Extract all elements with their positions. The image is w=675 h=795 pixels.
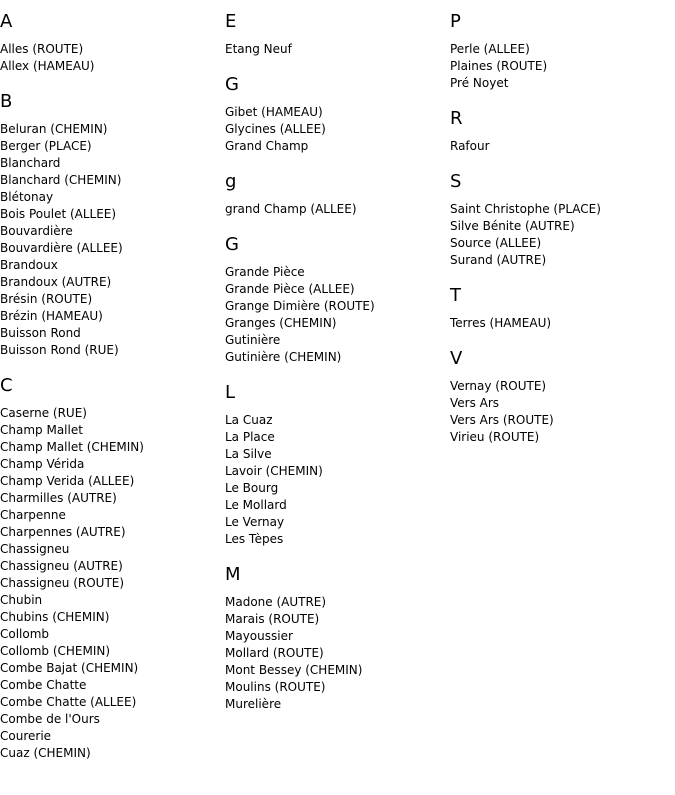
street-entry: Berger (PLACE) bbox=[0, 139, 92, 153]
street-entry: Champ Mallet (CHEMIN) bbox=[0, 440, 144, 454]
street-entry: Grande Pièce bbox=[225, 265, 305, 279]
letter-group bbox=[225, 11, 445, 58]
street-entry: Combe Chatte (ALLEE) bbox=[0, 695, 137, 709]
street-entry: Vers Ars (ROUTE) bbox=[450, 413, 554, 427]
letter-heading: E bbox=[225, 11, 237, 32]
street-entry: Brandoux (AUTRE) bbox=[0, 275, 112, 289]
street-list bbox=[225, 201, 445, 218]
street-entry: Buisson Rond (RUE) bbox=[0, 343, 119, 357]
street-list bbox=[450, 378, 670, 446]
street-entry: La Place bbox=[225, 430, 275, 444]
street-entry: Mont Bessey (CHEMIN) bbox=[225, 663, 363, 677]
street-entry: Gibet (HAMEAU) bbox=[225, 105, 323, 119]
street-list bbox=[0, 41, 220, 75]
street-entry: Vers Ars bbox=[450, 396, 500, 410]
street-list bbox=[450, 138, 670, 155]
street-list bbox=[225, 41, 445, 58]
letter-group bbox=[450, 171, 670, 269]
letter-heading: S bbox=[450, 171, 462, 192]
street-entry: Marais (ROUTE) bbox=[225, 612, 320, 626]
letter-group bbox=[450, 285, 670, 332]
street-entry: Chassigneu (ROUTE) bbox=[0, 576, 125, 590]
street-entry: Rafour bbox=[450, 139, 490, 153]
street-entry: Chubin bbox=[0, 593, 43, 607]
letter-group bbox=[450, 108, 670, 155]
street-entry: Les Tèpes bbox=[225, 532, 284, 546]
street-list bbox=[225, 264, 445, 366]
street-entry: Granges (CHEMIN) bbox=[225, 316, 337, 330]
street-entry: La Cuaz bbox=[225, 413, 273, 427]
letter-group bbox=[0, 11, 220, 75]
street-entry: Glycines (ALLEE) bbox=[225, 122, 326, 136]
street-entry: Combe Bajat (CHEMIN) bbox=[0, 661, 139, 675]
street-entry: Courerie bbox=[0, 729, 52, 743]
letter-heading: P bbox=[450, 11, 461, 32]
street-entry: Blétonay bbox=[0, 190, 54, 204]
street-entry: Surand (AUTRE) bbox=[450, 253, 547, 267]
street-entry: Mayoussier bbox=[225, 629, 293, 643]
street-entry: Madone (AUTRE) bbox=[225, 595, 327, 609]
street-list bbox=[450, 41, 670, 92]
street-entry: Champ Verida (ALLEE) bbox=[0, 474, 135, 488]
street-entry: Grange Dimière (ROUTE) bbox=[225, 299, 375, 313]
street-list bbox=[450, 315, 670, 332]
street-entry: grand Champ (ALLEE) bbox=[225, 202, 357, 216]
street-entry: Terres (HAMEAU) bbox=[450, 316, 552, 330]
street-entry: Brézin (HAMEAU) bbox=[0, 309, 103, 323]
street-entry: Allex (HAMEAU) bbox=[0, 59, 95, 73]
letter-heading: C bbox=[0, 375, 13, 396]
street-list bbox=[0, 121, 220, 359]
letter-group bbox=[225, 74, 445, 155]
letter-heading: B bbox=[0, 91, 13, 112]
street-entry: Etang Neuf bbox=[225, 42, 292, 56]
street-entry: Plaines (ROUTE) bbox=[450, 59, 548, 73]
letter-group bbox=[225, 382, 445, 548]
street-entry: Combe de l'Ours bbox=[0, 712, 100, 726]
street-entry: Pré Noyet bbox=[450, 76, 509, 90]
street-entry: Charpenne bbox=[0, 508, 66, 522]
street-list bbox=[225, 594, 445, 713]
street-entry: Caserne (RUE) bbox=[0, 406, 87, 420]
letter-heading: R bbox=[450, 108, 463, 129]
street-entry: Blanchard (CHEMIN) bbox=[0, 173, 122, 187]
street-entry: Virieu (ROUTE) bbox=[450, 430, 540, 444]
street-entry: Bouvardière bbox=[0, 224, 73, 238]
street-entry: Grande Pièce (ALLEE) bbox=[225, 282, 355, 296]
street-entry: Perle (ALLEE) bbox=[450, 42, 530, 56]
letter-group bbox=[0, 375, 220, 762]
letter-group bbox=[225, 171, 445, 218]
street-list bbox=[225, 412, 445, 548]
street-entry: Charmilles (AUTRE) bbox=[0, 491, 117, 505]
street-entry: Le Mollard bbox=[225, 498, 287, 512]
letter-group bbox=[450, 348, 670, 446]
letter-heading: g bbox=[225, 171, 237, 192]
street-entry: Le Bourg bbox=[225, 481, 279, 495]
letter-heading: V bbox=[450, 348, 463, 369]
street-entry: Silve Bénite (AUTRE) bbox=[450, 219, 575, 233]
street-entry: Alles (ROUTE) bbox=[0, 42, 84, 56]
street-entry: Blanchard bbox=[0, 156, 61, 170]
street-entry: Charpennes (AUTRE) bbox=[0, 525, 126, 539]
street-entry: Murelière bbox=[225, 697, 282, 711]
street-entry: Le Vernay bbox=[225, 515, 285, 529]
street-entry: Combe Chatte bbox=[0, 678, 87, 692]
letter-heading: T bbox=[450, 285, 461, 306]
street-list bbox=[225, 104, 445, 155]
street-entry: Source (ALLEE) bbox=[450, 236, 542, 250]
street-entry: Bois Poulet (ALLEE) bbox=[0, 207, 117, 221]
index-column-2 bbox=[225, 0, 445, 729]
letter-heading: G bbox=[225, 74, 239, 95]
street-entry: Bouvardière (ALLEE) bbox=[0, 241, 123, 255]
street-entry: Collomb bbox=[0, 627, 50, 641]
street-entry: Gutinière bbox=[225, 333, 281, 347]
letter-heading: G bbox=[225, 234, 239, 255]
street-entry: Grand Champ bbox=[225, 139, 309, 153]
street-entry: Champ Mallet bbox=[0, 423, 83, 437]
letter-group bbox=[225, 234, 445, 366]
street-entry: Chassigneu (AUTRE) bbox=[0, 559, 123, 573]
letter-group bbox=[225, 564, 445, 713]
street-entry: Moulins (ROUTE) bbox=[225, 680, 326, 694]
street-entry: Chassigneu bbox=[0, 542, 70, 556]
street-entry: Mollard (ROUTE) bbox=[225, 646, 324, 660]
street-entry: Cuaz (CHEMIN) bbox=[0, 746, 91, 760]
letter-heading: A bbox=[0, 11, 13, 32]
street-entry: Saint Christophe (PLACE) bbox=[450, 202, 601, 216]
index-column-3 bbox=[450, 0, 670, 462]
street-list bbox=[450, 201, 670, 269]
street-entry: Brandoux bbox=[0, 258, 58, 272]
street-list bbox=[0, 405, 220, 762]
letter-group bbox=[450, 11, 670, 92]
street-entry: Collomb (CHEMIN) bbox=[0, 644, 111, 658]
index-column-1 bbox=[0, 0, 220, 778]
street-entry: Champ Vérida bbox=[0, 457, 85, 471]
letter-heading: L bbox=[225, 382, 236, 403]
letter-heading: M bbox=[225, 564, 241, 585]
street-entry: La Silve bbox=[225, 447, 272, 461]
letter-group bbox=[0, 91, 220, 359]
street-entry: Vernay (ROUTE) bbox=[450, 379, 547, 393]
street-entry: Gutinière (CHEMIN) bbox=[225, 350, 342, 364]
street-entry: Chubins (CHEMIN) bbox=[0, 610, 110, 624]
street-entry: Brésin (ROUTE) bbox=[0, 292, 93, 306]
street-entry: Beluran (CHEMIN) bbox=[0, 122, 108, 136]
street-entry: Buisson Rond bbox=[0, 326, 81, 340]
street-entry: Lavoir (CHEMIN) bbox=[225, 464, 323, 478]
